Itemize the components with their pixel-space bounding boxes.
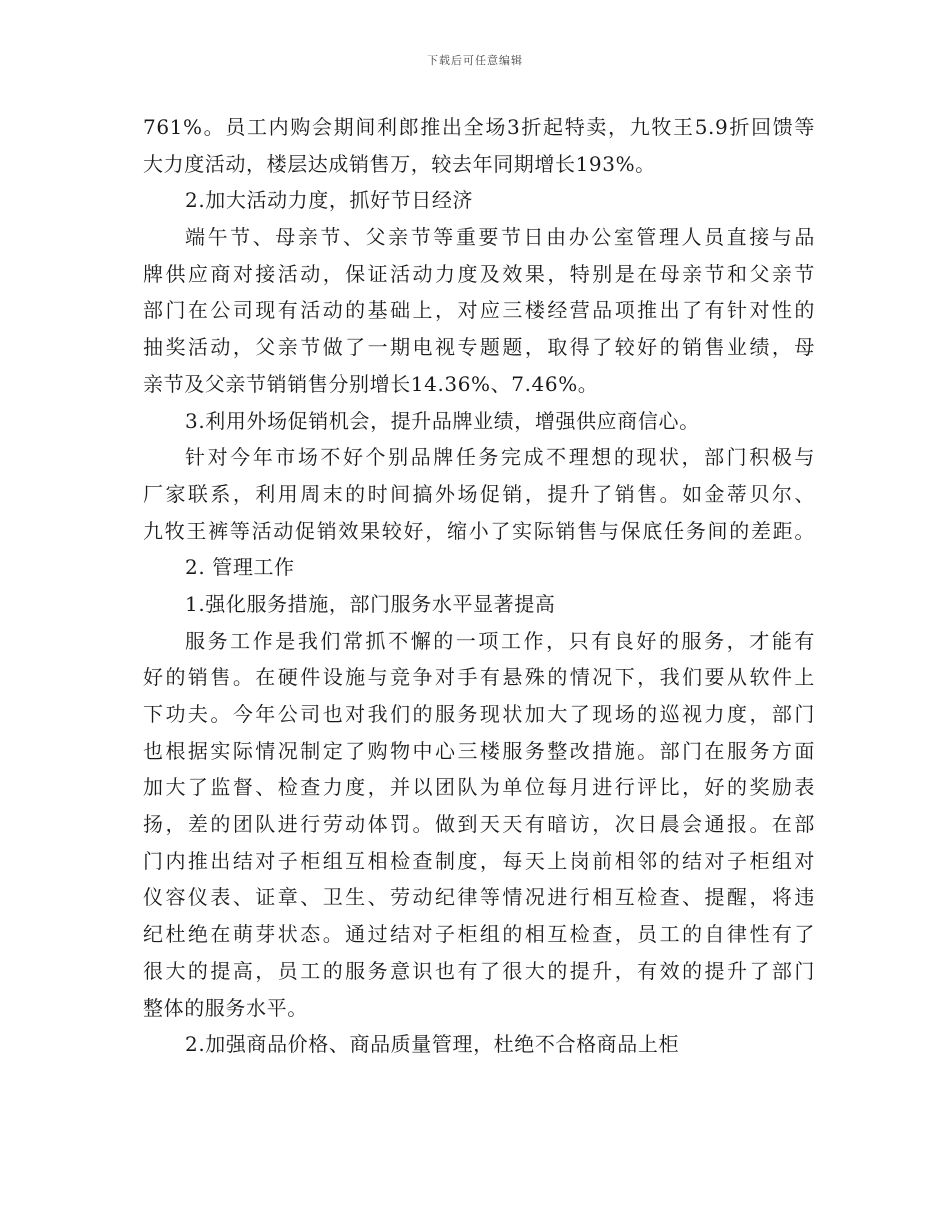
text-line: 纪杜绝在萌芽状态。通过结对子柜组的相互检查，员工的自律性有了 — [143, 922, 815, 947]
text-line: 九牧王裤等活动促销效果较好，缩小了实际销售与保底任务间的差距。 — [143, 518, 815, 543]
text-line: 2.加强商品价格、商品质量管理，杜绝不合格商品上柜 — [185, 1032, 680, 1057]
text-line: 门内推出结对子柜组互相检查制度，每天上岗前相邻的结对子柜组对 — [143, 848, 815, 873]
text-line: 部门在公司现有活动的基础上，对应三楼经营品项推出了有针对性的 — [143, 298, 815, 323]
document-body — [143, 109, 815, 1063]
text-line: 服务工作是我们常抓不懈的一项工作，只有良好的服务，才能有 — [185, 628, 815, 653]
text-line: 3.利用外场促销机会，提升品牌业绩，增强供应商信心。 — [185, 408, 700, 433]
text-line: 也根据实际情况制定了购物中心三楼服务整改措施。部门在服务方面 — [143, 738, 815, 763]
text-line: 整体的服务水平。 — [143, 995, 308, 1020]
text-line: 大力度活动，楼层达成销售万，较去年同期增长193%。 — [143, 151, 656, 176]
text-line: 针对今年市场不好个别品牌任务完成不理想的现状，部门积极与 — [185, 445, 815, 470]
text-line: 牌供应商对接活动，保证活动力度及效果，特别是在母亲节和父亲节 — [143, 261, 815, 286]
text-line: 很大的提高，员工的服务意识也有了很大的提升，有效的提升了部门 — [143, 958, 815, 983]
text-line: 2.加大活动力度，抓好节日经济 — [185, 188, 474, 213]
text-line: 端午节、母亲节、父亲节等重要节日由办公室管理人员直接与品 — [185, 225, 815, 250]
text-line: 扬，差的团队进行劳动体罚。做到天天有暗访，次日晨会通报。在部 — [143, 812, 815, 837]
page-header: 下载后可任意编辑 — [427, 54, 523, 67]
text-line: 抽奖活动，父亲节做了一期电视专题题，取得了较好的销售业绩，母 — [143, 335, 815, 360]
text-line: 厂家联系，利用周末的时间搞外场促销，提升了销售。如金蒂贝尔、 — [143, 481, 815, 506]
text-line: 亲节及父亲节销销售分别增长14.36%、7.46%。 — [143, 371, 599, 396]
text-line: 好的销售。在硬件设施与竞争对手有悬殊的情况下，我们要从软件上 — [143, 665, 815, 690]
text-line: 761%。员工内购会期间利郎推出全场3折起特卖，九牧王5.9折回馈等 — [143, 115, 815, 139]
text-line: 1.强化服务措施，部门服务水平显著提高 — [185, 591, 556, 616]
text-line: 仪容仪表、证章、卫生、劳动纪律等情况进行相互检查、提醒，将违 — [143, 885, 815, 910]
text-line: 2. 管理工作 — [185, 555, 295, 580]
text-line: 加大了监督、检查力度，并以团队为单位每月进行评比，好的奖励表 — [143, 775, 815, 800]
text-line: 下功夫。今年公司也对我们的服务现状加大了现场的巡视力度，部门 — [143, 702, 815, 726]
